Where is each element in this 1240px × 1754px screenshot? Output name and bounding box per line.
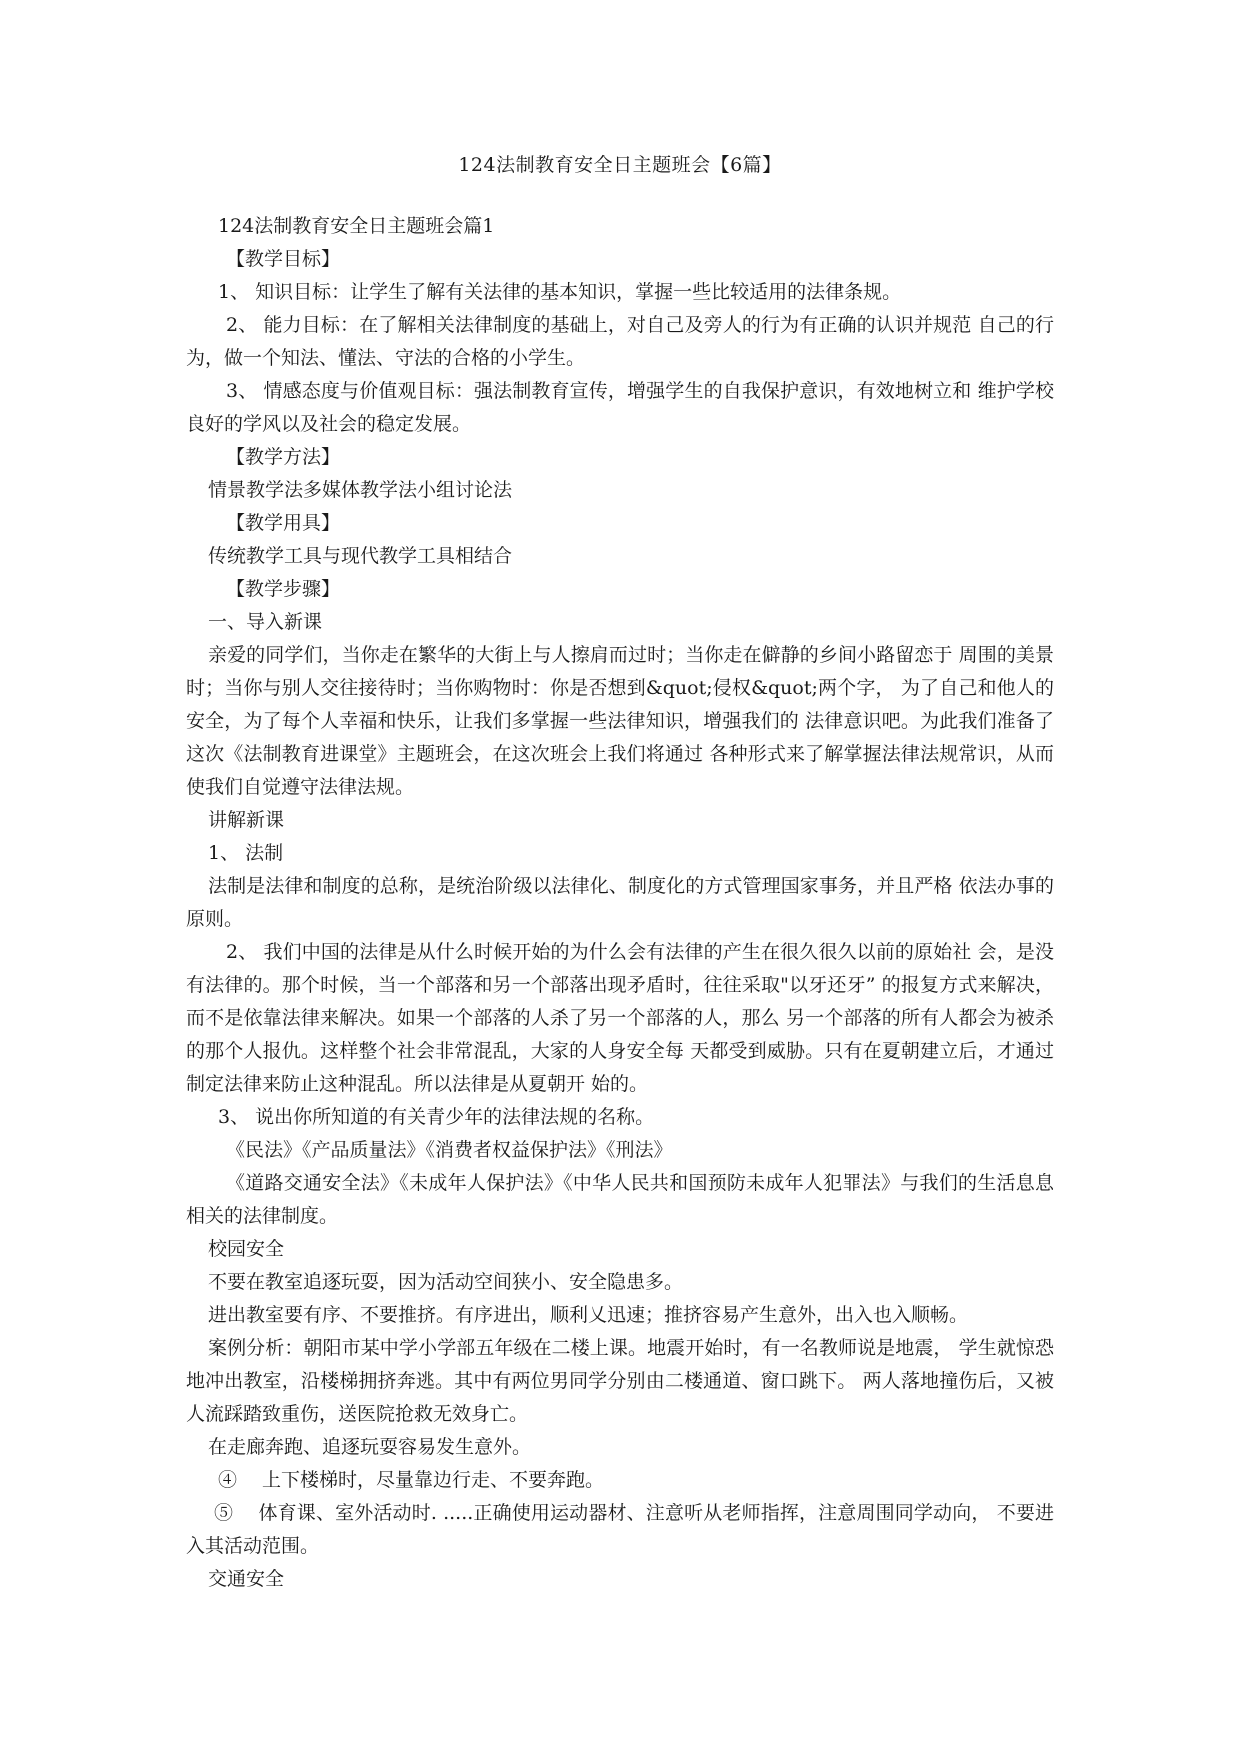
- paragraph: 3、 说出你所知道的有关青少年的法律法规的名称。: [218, 1106, 655, 1128]
- paragraph: 进出教室要有序、不要推挤。有序进出，顺利乂迅速；推挤容易产生意外，出入也入顺畅。: [208, 1304, 969, 1326]
- paragraph: 3、 情感态度与价值观目标：强法制教育宣传，增强学生的自我保护意识，有效地树立和 维护学校良好的学风以及社会的稳定发展。: [186, 380, 1054, 435]
- paragraph: ④ 上下楼梯时，尽量靠边行走、不要奔跑。: [218, 1469, 605, 1491]
- subheading-teaching-methods: 【教学方法】: [226, 446, 341, 468]
- paragraph: 情景教学法多媒体教学法小组讨论法: [208, 479, 513, 501]
- paragraph: 2、 能力目标：在了解相关法律制度的基础上，对自己及旁人的行为有正确的认识并规范 自己的行为，做一个知法、懂法、守法的合格的小学生。: [186, 314, 1054, 369]
- paragraph: 在走廊奔跑、追逐玩耍容易发生意外。: [208, 1436, 532, 1458]
- paragraph: 讲解新课: [208, 809, 285, 831]
- paragraph: 《民法》《产品质量法》《消费者权益保护法》《刑法》: [226, 1139, 673, 1161]
- paragraph: 亲爱的同学们，当你走在繁华的大街上与人擦肩而过时；当你走在僻静的乡间小路留恋于 周围的美景时；当你与别人交往接待时；当你购物时：你是否想到&quot;侵权&quot;两个字， 为了自己和他人的安全，为了每个人幸福和快乐，让我们多掌握一些法律知识，增强我们的 法律意识吧。为此我们准备了这次《法制教育进课堂》主题班会，在这次班会上我们将通过 各种形式来了解掌握法律法规常识，从而使我们自觉遵守法律法规。: [186, 644, 1054, 798]
- paragraph: 不要在教室追逐玩耍，因为活动空间狭小、安全隐患多。: [208, 1271, 684, 1293]
- document-body: [186, 210, 1054, 1596]
- paragraph: 《道路交通安全法》《未成年人保护法》《中华人民共和国预防未成年人犯罪法》与我们的生活息息相关的法律制度。: [186, 1172, 1054, 1227]
- paragraph: 校园安全: [208, 1238, 285, 1260]
- paragraph: 一、导入新课: [208, 611, 323, 633]
- paragraph: 交通安全: [208, 1568, 285, 1590]
- paragraph: 2、 我们中国的法律是从什么时候开始的为什么会有法律的产生在很久很久以前的原始社 会，是没有法律的。那个时候，当一个部落和另一个部落出现矛盾时，往往采取"以牙还牙” 的报复方式来解决，而不是依靠法律来解决。如果一个部落的人杀了另一个部落的人，那么 另一个部落的所有人都会为被杀的那个人报仇。这样整个社会非常混乱，大家的人身安全每 天都受到威胁。只有在夏朝建立后，才通过制定法律来防止这种混乱。所以法律是从夏朝开 始的。: [186, 941, 1054, 1095]
- paragraph: ⑤ 体育课、室外活动时. .....正确使用运动器材、注意听从老师指挥，注意周围同学动向， 不要进入其活动范围。: [186, 1502, 1054, 1557]
- paragraph: 案例分析：朝阳市某中学小学部五年级在二楼上课。地震开始时，有一名教师说是地震， 学生就惊恐地冲出教室，沿楼梯拥挤奔逃。其中有两位男同学分别由二楼通道、窗口跳下。 两人落地撞伤后，又被人流踩踏致重伤，送医院抢救无效身亡。: [186, 1337, 1054, 1425]
- document-title: 124法制教育安全日主题班会【6篇】: [458, 154, 782, 176]
- subheading-teaching-goals: 【教学目标】: [226, 248, 341, 270]
- paragraph: 法制是法律和制度的总称，是统治阶级以法律化、制度化的方式管理国家事务，并且严格 依法办事的原则。: [186, 875, 1054, 930]
- paragraph: 传统教学工具与现代教学工具相结合: [208, 545, 513, 567]
- paragraph: 1、 知识目标：让学生了解有关法律的基本知识，掌握一些比较适用的法律条规。: [218, 281, 902, 303]
- subheading-teaching-steps: 【教学步骤】: [226, 578, 341, 600]
- subheading-teaching-tools: 【教学用具】: [226, 512, 341, 534]
- paragraph: 1、 法制: [208, 842, 284, 864]
- section-heading: 124法制教育安全日主题班会篇1: [218, 215, 495, 237]
